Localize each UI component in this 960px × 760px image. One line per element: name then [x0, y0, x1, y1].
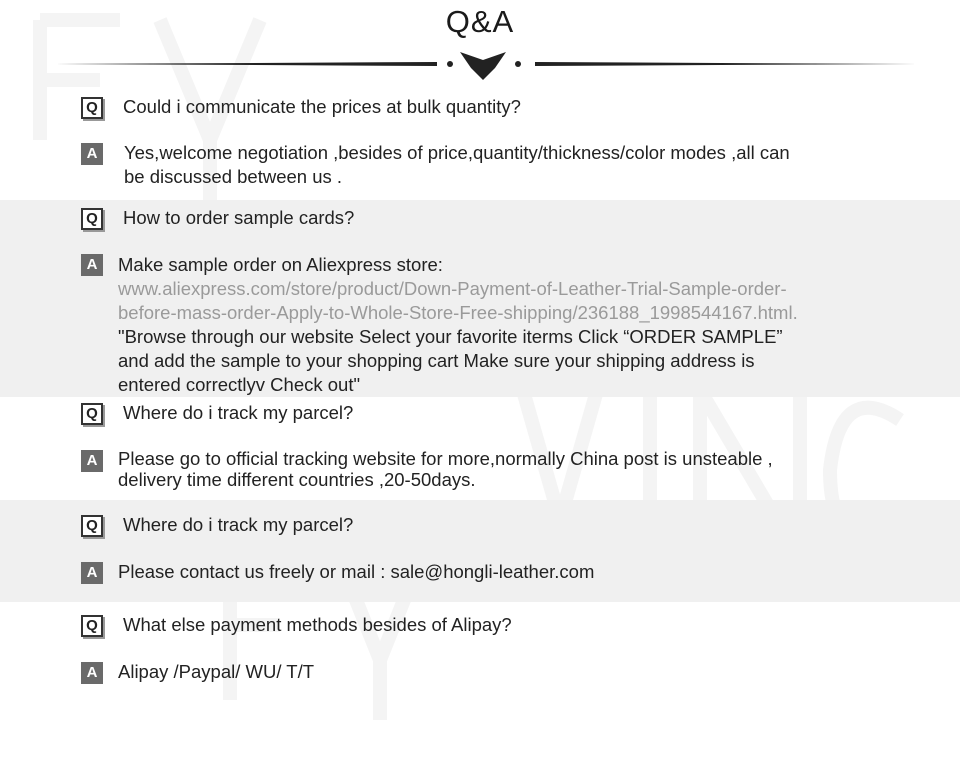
answer-text	[118, 253, 798, 397]
answer-text	[118, 448, 773, 490]
answer-text	[124, 141, 790, 189]
question-text: Where do i track my parcel?	[123, 514, 354, 535]
answer-line: be discussed between us .	[124, 166, 343, 187]
answer-badge: A	[81, 450, 103, 472]
answer-line: Please contact us freely or mail : sale@hongli-leather.com	[118, 561, 595, 582]
question-text: What else payment methods besides of Alipay?	[123, 614, 512, 635]
answer-line: Yes,welcome negotiation ,besides of price,quantity/thickness/color modes ,all can	[124, 142, 790, 163]
answer-badge: A	[81, 254, 103, 276]
answer-line: "Browse through our website Select your favorite iterms Click “ORDER SAMPLE”	[118, 326, 783, 347]
question-badge: Q	[81, 515, 103, 537]
question-badge: Q	[81, 208, 103, 230]
divider-line-right	[535, 62, 917, 66]
store-link[interactable]: before-mass-order-Apply-to-Whole-Store-Free-shipping/236188_1998544167.html.	[118, 302, 798, 323]
header-divider	[55, 44, 917, 84]
answer-badge: A	[81, 143, 103, 165]
question-badge: Q	[81, 97, 103, 119]
answer-text	[118, 660, 314, 684]
question-badge: Q	[81, 403, 103, 425]
answer-line: entered correctlyv Check out"	[118, 374, 361, 395]
answer-line: and add the sample to your shopping cart Make sure your shipping address is	[118, 350, 755, 371]
divider-line-left	[55, 62, 437, 66]
store-link[interactable]: www.aliexpress.com/store/product/Down-Payment-of-Leather-Trial-Sample-order-	[118, 278, 787, 299]
page-title: Q&A	[445, 4, 515, 39]
question-text: Where do i track my parcel?	[123, 402, 354, 423]
answer-badge: A	[81, 562, 103, 584]
qa-header	[0, 0, 960, 90]
answer-badge: A	[81, 662, 103, 684]
question-badge: Q	[81, 615, 103, 637]
answer-line: Alipay /Paypal/ WU/ T/T	[118, 661, 315, 682]
question-text: How to order sample cards?	[123, 207, 355, 228]
divider-dot-left	[447, 61, 453, 67]
answer-line: Make sample order on Aliexpress store:	[118, 254, 443, 275]
answer-line: Please go to official tracking website for more,normally China post is unsteable ,	[118, 448, 773, 469]
answer-text	[118, 560, 594, 584]
answer-line: delivery time different countries ,20-50days.	[118, 469, 476, 490]
question-text: Could i communicate the prices at bulk quantity?	[123, 96, 521, 117]
divider-ornament-icon	[460, 52, 506, 80]
divider-dot-right	[515, 61, 521, 67]
